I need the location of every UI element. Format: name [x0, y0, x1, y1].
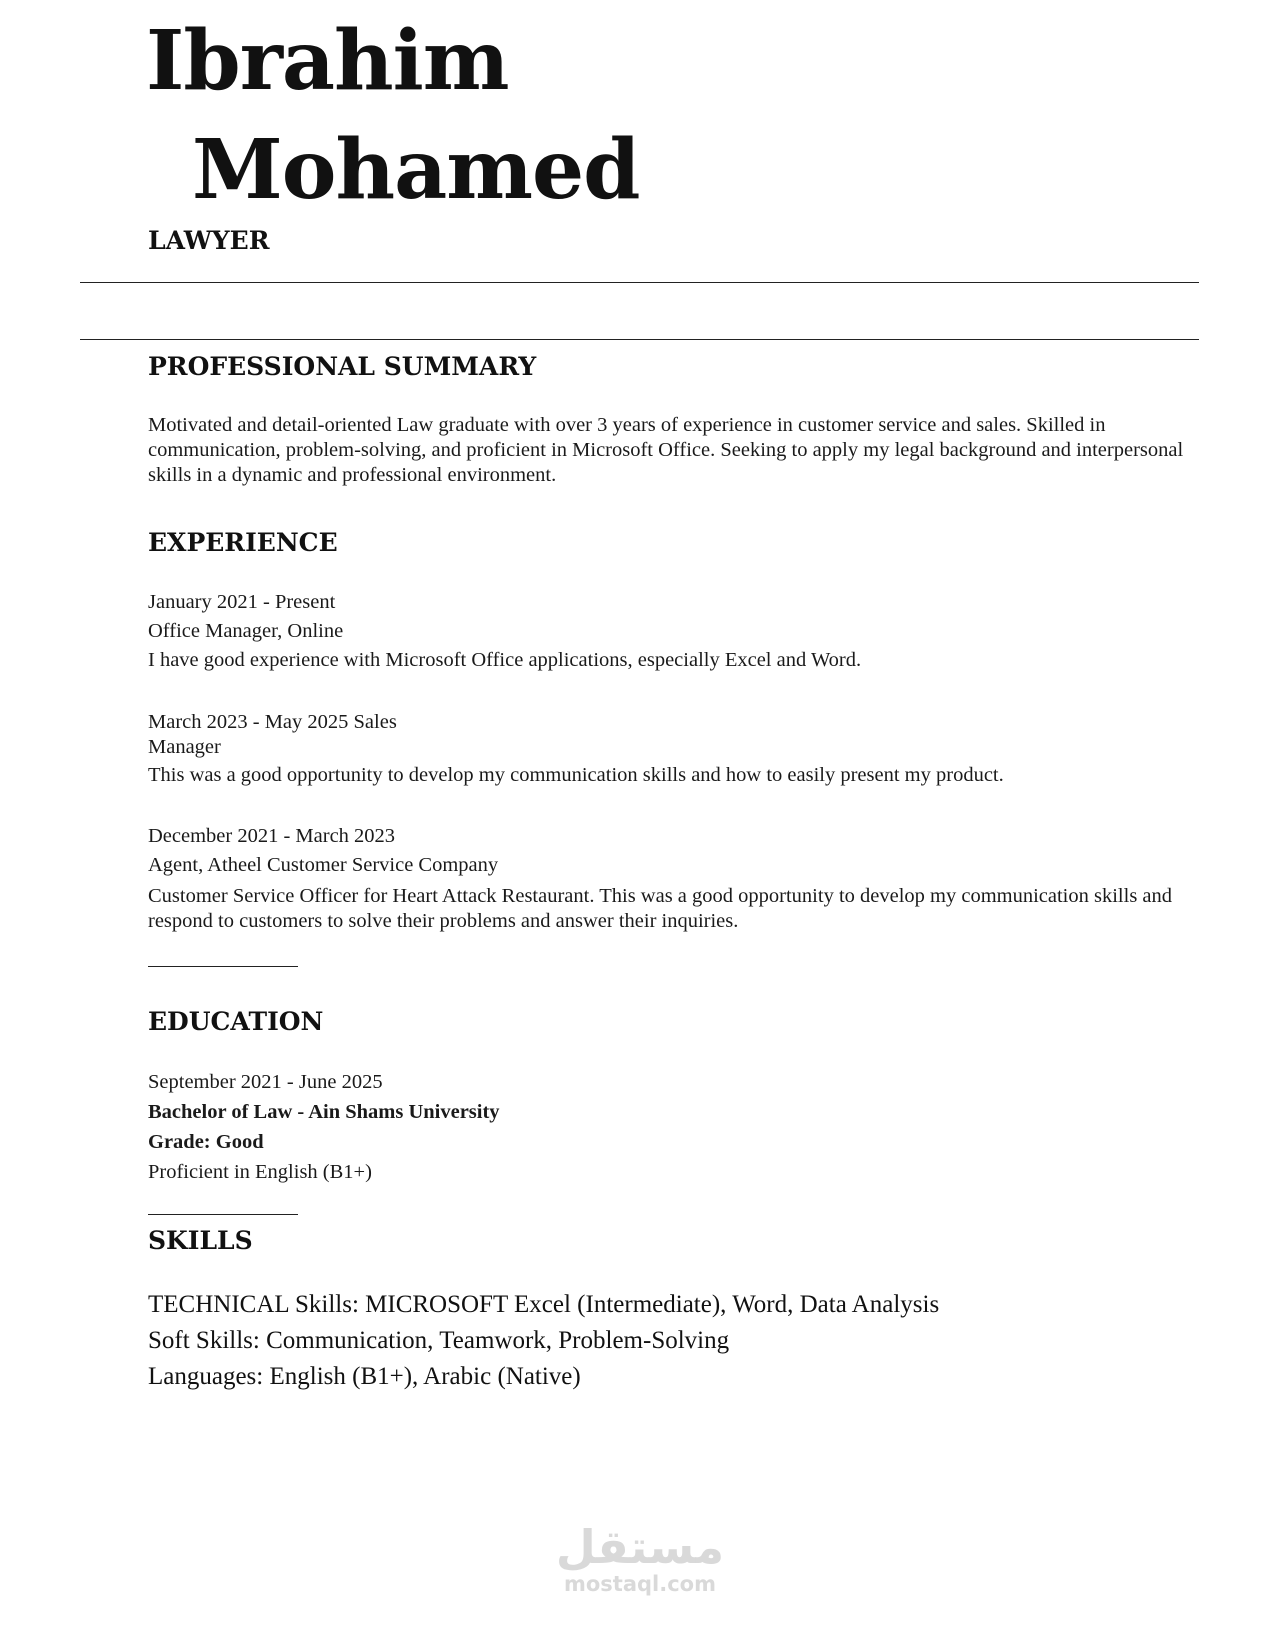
experience-role: Agent, Atheel Customer Service Company [148, 854, 499, 876]
watermark-site: mostaql.com [564, 1572, 716, 1596]
experience-dates: January 2021 - Present [148, 591, 336, 613]
summary-text: Motivated and detail-oriented Law graduate with over 3 years of experience in customer service and sales. Skilled in communication, problem-solving, and proficient in Microsoft Office. Seeking to apply my legal background and interpersonal skills in a dynamic and professional environment. [148, 414, 1184, 486]
experience-description: This was a good opportunity to develop my communication skills and how to easily present my product. [148, 764, 1004, 786]
experience-role: Office Manager, Online [148, 620, 344, 642]
section-divider [148, 1214, 298, 1215]
name-last: Mohamed [192, 122, 640, 218]
experience-description: Customer Service Officer for Heart Attack Restaurant. This was a good opportunity to develop my communication skills and respond to customers to solve their problems and answer their inquiries. [148, 885, 1173, 932]
header-divider-bottom [80, 339, 1199, 340]
experience-role: Manager [148, 736, 221, 758]
education-note: Proficient in English (B1+) [148, 1161, 372, 1183]
experience-dates: March 2023 - May 2025 Sales [148, 711, 397, 733]
skills-technical: TECHNICAL Skills: MICROSOFT Excel (Intermediate), Word, Data Analysis [148, 1291, 940, 1318]
experience-dates: December 2021 - March 2023 [148, 825, 396, 847]
name-first: Ibrahim [146, 13, 509, 109]
skills-languages: Languages: English (B1+), Arabic (Native) [148, 1363, 581, 1390]
summary-heading: PROFESSIONAL SUMMARY [148, 352, 537, 381]
experience-heading: EXPERIENCE [148, 528, 338, 557]
watermark-logo: مستقل [555, 1520, 725, 1574]
skills-soft: Soft Skills: Communication, Teamwork, Problem-Solving [148, 1327, 730, 1354]
watermark [555, 1522, 725, 1596]
education-grade: Grade: Good [148, 1131, 264, 1153]
section-divider [148, 966, 298, 967]
experience-description: I have good experience with Microsoft Office applications, especially Excel and Word. [148, 649, 862, 671]
header-divider-top [80, 282, 1199, 283]
education-dates: September 2021 - June 2025 [148, 1071, 383, 1093]
skills-heading: SKILLS [148, 1226, 253, 1255]
job-title: LAWYER [148, 226, 270, 255]
education-heading: EDUCATION [148, 1007, 324, 1036]
education-degree: Bachelor of Law - Ain Shams University [148, 1101, 500, 1123]
